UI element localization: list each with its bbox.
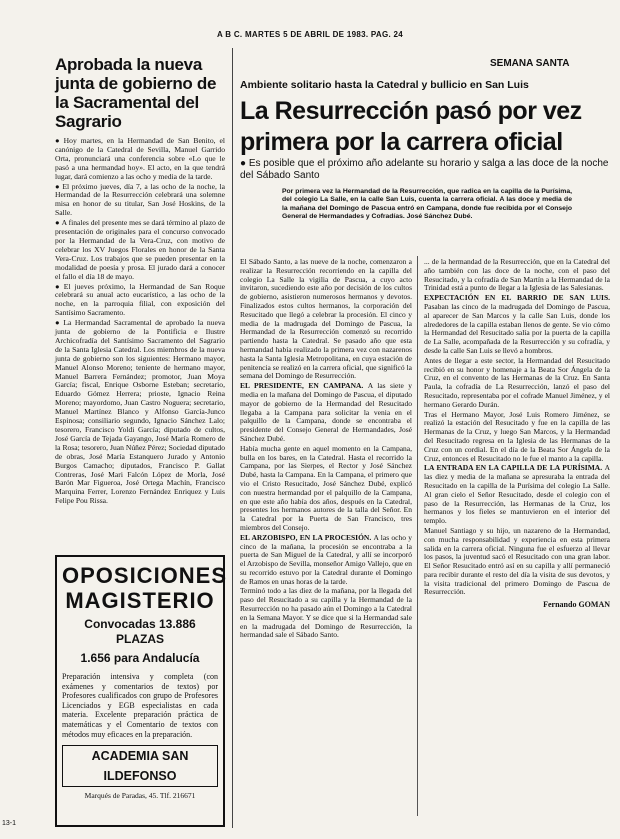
section-label: SEMANA SANTA (490, 58, 570, 69)
article-column-right (424, 258, 610, 609)
article-paragraph (240, 587, 412, 640)
ad-body: Preparación intensiva y completa (con exámenes y comentarios de textos) por Profesores cualificados con grupo de Profesores Licenciados y EGB especialistas en cada materia. Excelente preparación práctica de matemáticas y el Comentario de textos con métodos muy eficaces en la preparación. (62, 672, 218, 739)
bullet-icon: ● (55, 181, 61, 191)
paragraph-text: Antes de llegar a este sector, la Hermandad del Resucitado recibió en su honor y homenaje a la Beata Sor Ángela de la Cruz, en el convento de las Hermanas de la Cruz. En Santa Paula, la cofradía de La Resurrección, lanzó el paso del Resucitado, representaba por el cofrade Manuel Jiménez, y el hermano Gerardo Durán. (424, 355, 610, 409)
paragraph-text: La Hermandad Sacramental de aprobado la nueva junta de gobierno de la Pontificia e Ilustre Archicofradía del Santísimo Sacramento del Sagrario de la Santa Iglesia Catedral. Los miembros de la nueva junta de gobierno son los siguientes: Hermano mayor, Manuel Alonso Moreno; teniente de hermano mayor, Manuel Barrera Fernández; promotor, Juan Moya García; fiscal, Enrique Osborne Esteban; secretario, Eduardo Gómez Herrera; prioste, Ignacio Reina Moreno; mayordomo, Juan Castro Noguera; secretario, Manuel Martínez Blanco y Alfonso García-Junco Espinosa; consiliario segundo, Ignacio Sánchez Lalo; tesorero, Francisco Yoldi García; diputado de cultos, José García de Tejada Gayango, José María Romero de la Rosa; tesorero, Juan Núñez Pérez; Sociedad diputado de obras, José María Estanquero Jurado y Antonio Burgos Camacho; diputados, Francisco P. Gallat Contreras, José Mari Falcón López de Morla, José Barón Mar Figueroa, José Ortega Machín, Francisco Marquina Ferrer, Lorenzo Fernández Enriquez y Luis Felipe Pou Rissa. (55, 318, 225, 506)
article-paragraph (240, 382, 412, 444)
left-article-paragraph (55, 219, 225, 281)
bullet-icon: ● (55, 136, 62, 145)
paragraph-text: Manuel Santiago y su hijo, un nazareno de la Hermandad, con mucha responsabilidad y experiencia en esta primera salida en la carrera oficial. Ninguna fue el esfuerzo al llevar los pasos, la juventud sacó el Resucitado con una gran labor. El Señor Resucitado entró así en su capilla y allí permaneció para recibir durante el resto del día la visita de sus devotos, y la visita tradicional del primero Domingo de Pascua de Resurrección. (424, 525, 610, 597)
column-divider-2 (417, 256, 418, 816)
article-paragraph (424, 294, 610, 356)
article-caption: Por primera vez la Hermandad de la Resurrección, que radica en la capilla de la Purísima, del colegio La Salle, en la calle San Luis, cuenta la carrera oficial. A las doce y media de la mañana del Domingo de Pascua entró en Campana, donde fue recibida por el Consejo General de Hermandades y Cofradías. José Sánchez Dubé. (282, 188, 572, 221)
article-paragraph (240, 445, 412, 533)
article-headline: La Resurrección pasó por vez primera por la carrera oficial (240, 97, 582, 156)
advertisement-box (55, 555, 228, 827)
paragraph-text: ... de la hermandad de la Resurrección, que en la Catedral del año también con las doce de la noche, con el paso del Resucitado, y la cofradía de San Martín a la Hermandad de la Trinidad está a punto de llegar a la Iglesia de las Salesianas. (424, 257, 610, 293)
paragraph-text: Tras el Hermano Mayor, José Luis Romero Jiménez, se realizó la estación del Resucitado y fue en la capilla de las Hermanas de la Cruz, y luego San Marcos, y la Hermandad del Resucitado regresa en la Iglesia de las Hermanas de la Cruz con un cordial. En el día de la Beata Sor Ángela de la Cruz, entonces el Resucitado no le fue el manto a la capilla. (424, 409, 610, 463)
article-kicker: Ambiente solitario hasta la Catedral y bullicio en San Luis (240, 79, 529, 91)
paragraph-lead: EL PRESIDENTE, EN CAMPANA. (240, 381, 368, 391)
article-subhead: ● Es posible que el próximo año adelante su horario y salga a las doce de la noche del Sábado Santo (240, 158, 609, 181)
paragraph-text: El jueves próximo, la Hermandad de San Roque celebrará su anual acto eucarístico, a las ocho de la noche, en la parroquia filial, con exposición del Santísimo Sacramento. (55, 281, 225, 318)
column-divider (232, 48, 233, 828)
paragraph-lead: LA ENTRADA EN LA CAPILLA DE LA PURÍSIMA. (424, 463, 605, 473)
article-paragraph (424, 527, 610, 597)
paragraph-text: Terminó todo a las diez de la mañana, por la llegada del paso del Resucitado a su capilla y la Hermandad de la Resurrección no ha pasado aún el Domingo a la Catedral en la Semana Mayor. Y se dice que si la Hermandad sale en la madrugada del Domingo de Resurrección, la hermandad sale el Sábado Santo. (240, 586, 412, 640)
bullet-icon: ● (55, 218, 60, 228)
left-article-paragraph (55, 183, 225, 219)
paragraph-text: El Sábado Santo, a las nueve de la noche, comenzaron a realizar la Resurrección recorriendo en la capilla del colegio La Salle la vigilia de Pascua, a cuyo acto invitaron, sucediendo este año por decisión de los cultos de gobierno, asistieron numerosos hermanos y devotos. Finalizados estos cultos hermanos, la corporación del Resucitado que llegó a celebrar la procesión. El cinco y media de la madrugada del Domingo de Pascua, la Hermandad de la Resurrección comenzó su recorrido partiendo hasta la Catedral. Se pasado año que esta hermandad había realizado la primera vez con nazarenos hasta la Santa Iglesia Metropolitana, en cuya estación de penitencia se realizó en la carrera oficial, que significó la semana del Domingo de Resurrección. (240, 257, 412, 381)
paragraph-text: A las diez y media de la mañana se apresuraba la entrada del Resucitado en la capilla de la Purísima del colegio La Salle. Al gran cielo el Señor Resucitado, desde el colegio con el paso de la Resurrección, las Hermanas de la Cruz, los hermanos y los fieles se mantuvieron en el interior del templo. (424, 463, 610, 526)
article-paragraph (240, 534, 412, 587)
ad-title-line2: MAGISTERIO (65, 588, 215, 613)
ad-title-line1: OPOSICIONES (62, 563, 228, 588)
bullet-icon: ● (55, 281, 62, 291)
ad-brand: ACADEMIA SAN ILDEFONSO (62, 745, 218, 787)
left-article-body (55, 137, 225, 506)
paragraph-text: Hoy martes, en la Hermandad de San Benito, el canónigo de la Catedral de Sevilla, Manuel Garrido Orta, pronunciará una conferencia sobre «Lo que le pasó a una hermandad hoy». El acto, en la que tendrá lugar, dará comienzo a las ocho y media de la tarde. (55, 136, 225, 181)
paragraph-text: Pasaban las cinco de la madrugada del Domingo de Pascua, al aparecer de San Marcos y la calle San Luis, donde los alrededores de la capilla estaban llenos de gente. Se vio cómo la Hermandad del Resucitado salía por la puerta de la capilla de La Salle, acompañada de la Resurrección y su cofradía, y desde la calle San Luis se llevó a hombros. (424, 301, 610, 355)
paragraph-text: El próximo jueves, día 7, a las ocho de la noche, la Hermandad de la Resurrección celebrará una solemne misa en honor de su titular, San José Hoskins, de la Salle. (55, 181, 225, 218)
left-article-title: Aprobada la nueva junta de gobierno de la Sacramental del Sagrario (55, 55, 217, 131)
paragraph-text: Había mucha gente en aquel momento en la Campana, bulla en los bares, en la Catedral. Hasta el recorrido la Campana, por las Sierpes, el Rector y José Sánchez Dubé, hasta la Campana. En la Campana, el primero que vio el Cristo Resucitado, José Sánchez Dubé, explicó con nuestra hermandad por el palquillo de la Campana, en que este año había dos años, después en la Catedral, presentes los hermanos autores de la talla del Señor. En la Catedral por la Puerta de San Francisco, tres miembros del Consejo. (240, 443, 412, 532)
article-column-middle (240, 258, 412, 641)
article-paragraph (424, 464, 610, 526)
left-article-paragraph (55, 283, 225, 319)
paragraph-text: A las siete y media en la mañana del Domingo de Pascua, el diputado mayor de gobierno de la Hermandad del Resucitado llegaba a la Campana para solicitar la venia en el palquillo de la Campana, donde se encontraba el presidente del Consejo General de Hermandades, José Sánchez Dubé. (240, 381, 413, 443)
paragraph-lead: EL ARZOBISPO, EN LA PROCESIÓN. (240, 532, 374, 542)
bullet-icon: ● (55, 318, 62, 328)
article-paragraph (424, 357, 610, 410)
article-paragraph (424, 258, 610, 293)
left-article (55, 55, 225, 507)
paragraph-lead: EXPECTACIÓN EN EL BARRIO DE SAN LUIS. (424, 293, 610, 303)
article-paragraph (240, 258, 412, 381)
ad-subtitle-line1: Convocadas 13.886 PLAZAS (84, 617, 196, 646)
author-signature: Fernando GOMAN (543, 600, 610, 610)
ad-address: Marqués de Paradas, 45. Tlf. 216671 (84, 791, 196, 801)
page-header: A B C. MARTES 5 DE ABRIL DE 1983. PAG. 24 (216, 30, 404, 39)
paragraph-text: A las ocho y cinco de la mañana, la procesión se encontraba a la puerta de San Miguel de la Catedral, y allí se incorporó el Arzobispo de Sevilla, monseñor Amigo Vallejo, que en su recorrido estuvo por la Catedral durante el Domingo de Ramos en unas horas de la tarde. (240, 532, 412, 586)
paragraph-text: A finales del presente mes se dará término al plazo de presentación de originales para el concurso convocado por la Hermandad de la Vera-Cruz, con motivo de celebrar los XV Juegos Florales en honor de la Santa Vera-Cruz. Los trabajos que se pueden presentar en la modalidad de poesía y prosa. El jurado dará a conocer el fallo el día 18 de mayo. (55, 218, 225, 281)
left-article-paragraph (55, 319, 225, 506)
left-article-paragraph (55, 137, 225, 182)
ad-subtitle-line2: 1.656 para Andalucía (80, 651, 200, 665)
article-paragraph (424, 411, 610, 464)
corner-mark: 13-1 (2, 820, 17, 827)
